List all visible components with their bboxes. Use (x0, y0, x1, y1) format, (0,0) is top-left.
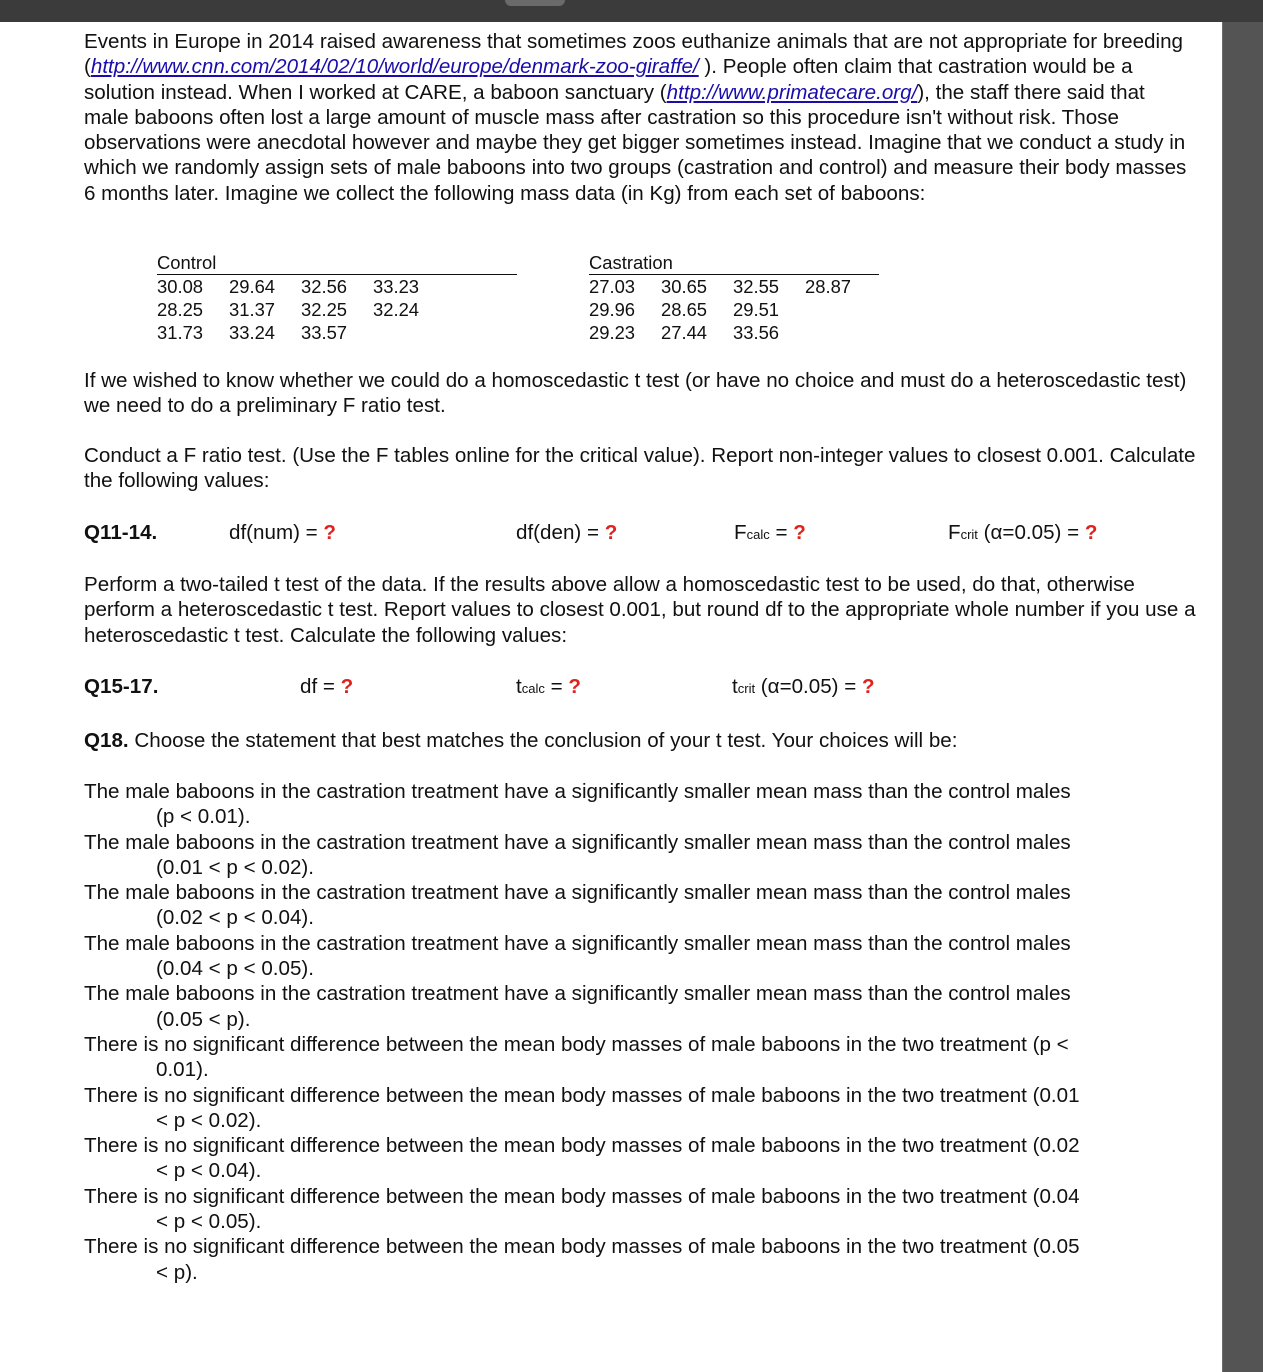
ttest-intro-paragraph: Perform a two-tailed t test of the data. If the results above allow a homoscedastic test to be used, do that, otherwise perform a heteroscedastic t test. Report values to closest 0.001, but round df to the appropriate whole number if you use a heteroscedastic t test. Calculate the following values: (84, 573, 1196, 647)
t-calc-symbol: t (516, 675, 522, 698)
table-cell: 30.65 (661, 276, 708, 297)
table-cell: 30.08 (157, 276, 204, 297)
f-crit-field (948, 520, 1097, 547)
table-cell: 33.24 (229, 322, 276, 343)
answer-placeholder: ? (604, 521, 618, 544)
f-crit-subscript: crit (960, 527, 978, 542)
list-item[interactable]: The male baboons in the castration treatment have a significantly smaller mean mass than the control males (0.05 < p). (84, 982, 1071, 1031)
list-item[interactable]: The male baboons in the castration treatment have a significantly smaller mean mass than the control males (0.02 < p < 0.04). (84, 881, 1071, 930)
answer-placeholder: ? (862, 675, 875, 698)
answer-placeholder: ? (323, 521, 337, 544)
table-cell: 33.56 (733, 322, 780, 343)
table-row (157, 298, 517, 321)
table-row (157, 275, 517, 298)
df-label: df = (300, 675, 341, 698)
answer-placeholder: ? (568, 675, 581, 698)
table-cell: 28.25 (157, 299, 204, 320)
table-cell: 28.65 (661, 299, 708, 320)
table-cell: 32.56 (301, 276, 348, 297)
f-calc-field (734, 520, 806, 547)
df-num-label: df(num) = (229, 521, 324, 544)
table-cell: 33.57 (301, 322, 348, 343)
f-crit-equals: (α=0.05) = (977, 521, 1085, 544)
t-crit-equals: (α=0.05) = (755, 675, 862, 698)
t-calc-subscript: calc (521, 681, 545, 696)
q18-text: Choose the statement that best matches the conclusion of your t test. Your choices will be: (128, 729, 958, 752)
f-calc-symbol: F (734, 521, 747, 544)
f-calc-subscript: calc (746, 527, 770, 542)
table-cell: 29.96 (589, 299, 636, 320)
df-num-field (229, 520, 336, 545)
list-item[interactable]: The male baboons in the castration treatment have a significantly smaller mean mass than the control males (p < 0.01). (84, 780, 1071, 829)
t-crit-field (732, 674, 875, 701)
intro-paragraph (84, 29, 1194, 206)
list-item[interactable]: The male baboons in the castration treatment have a significantly smaller mean mass than the control males (0.04 < p < 0.05). (84, 931, 1071, 981)
table-cell: 31.73 (157, 322, 204, 343)
t-crit-symbol: t (732, 675, 738, 698)
table-cell: 27.44 (661, 322, 708, 343)
f-crit-symbol: F (948, 521, 961, 544)
intro-text-1: Events in Europe in 2014 raised awareness that sometimes zoos euthanize animals that are not appropriate for breeding ( (84, 30, 1183, 79)
intro-text-3: ), the staff there said that male baboons often lost a large amount of muscle mass after castration so this procedure isn't without risk. Those observations were anecdotal however and maybe they get bigger sometimes instead. Imagine that we conduct a study in which we randomly assign sets of male baboons into two groups (castration and control) and measure their body masses 6 months later. Imagine we collect the following mass data (in Kg) from each set of baboons: (84, 80, 1187, 205)
scrollbar-track[interactable] (1222, 22, 1263, 1372)
q18-label: Q18. (84, 729, 129, 752)
table-cell: 28.87 (805, 276, 852, 297)
t-calc-field (516, 674, 581, 701)
primatecare-link[interactable]: http://www.primatecare.org/ (666, 80, 918, 104)
answer-placeholder: ? (793, 521, 806, 544)
df-den-label: df(den) = (516, 521, 605, 544)
list-item[interactable]: There is no significant difference between the mean body masses of male baboons in the two treatment (0.04 < p < 0.05). (84, 1184, 1080, 1234)
list-item[interactable]: There is no significant difference between the mean body masses of male baboons in the two treatment (0.01 < p < 0.02). (84, 1083, 1080, 1132)
castration-header: Castration (589, 251, 879, 275)
list-item[interactable]: There is no significant difference between the mean body masses of male baboons in the two treatment (0.05 < p). (84, 1235, 1080, 1284)
top-bar-notch (505, 0, 565, 6)
q11-14-label: Q11-14. (84, 521, 158, 544)
t-calc-equals: = (544, 675, 569, 698)
table-row (589, 298, 879, 321)
document-page (0, 22, 1222, 1372)
df-field (300, 674, 353, 699)
table-row (589, 321, 879, 344)
cnn-link[interactable]: http://www.cnn.com/2014/02/10/world/europe/denmark-zoo-giraffe/ (90, 55, 699, 79)
answer-placeholder: ? (1084, 521, 1098, 544)
table-cell: 33.23 (373, 276, 420, 297)
list-item[interactable]: There is no significant difference between the mean body masses of male baboons in the two treatment (p < 0.01). (84, 1032, 1069, 1082)
list-item[interactable]: There is no significant difference between the mean body masses of male baboons in the two treatment (0.02 < p < 0.04). (84, 1134, 1080, 1183)
table-cell: 32.25 (301, 299, 348, 320)
intro-text-2: ). People often claim that castration would be a solution instead. When I worked at CARE, a baboon sanctuary ( (84, 55, 1133, 104)
q15-17-label: Q15-17. (84, 675, 159, 698)
table-cell: 27.03 (589, 276, 636, 297)
table-cell: 31.37 (229, 299, 276, 320)
answer-placeholder: ? (340, 675, 354, 698)
castration-table (589, 251, 879, 344)
list-item[interactable]: The male baboons in the castration treatment have a significantly smaller mean mass than the control males (0.01 < p < 0.02). (84, 830, 1071, 879)
table-cell: 32.55 (733, 276, 780, 297)
answer-choices (84, 779, 1084, 1285)
q18-line (84, 728, 957, 753)
t-crit-subscript: crit (737, 681, 756, 696)
table-cell: 29.23 (589, 322, 636, 343)
control-header: Control (157, 251, 517, 275)
window-top-bar (0, 0, 1263, 22)
ftest-intro-paragraph: If we wished to know whether we could do a homoscedastic t test (or have no choice and must do a heteroscedastic test) we need to do a preliminary F ratio test. (84, 369, 1187, 418)
table-cell: 32.24 (373, 299, 420, 320)
control-table (157, 251, 517, 344)
table-cell: 29.51 (733, 299, 780, 320)
f-calc-equals: = (769, 521, 794, 544)
table-row (589, 275, 879, 298)
conduct-ftest-paragraph: Conduct a F ratio test. (Use the F tables online for the critical value). Report non-integer values to closest 0.001. Calculate the following values: (84, 444, 1196, 493)
table-cell: 29.64 (229, 276, 276, 297)
df-den-field (516, 520, 617, 545)
table-row (157, 321, 517, 344)
